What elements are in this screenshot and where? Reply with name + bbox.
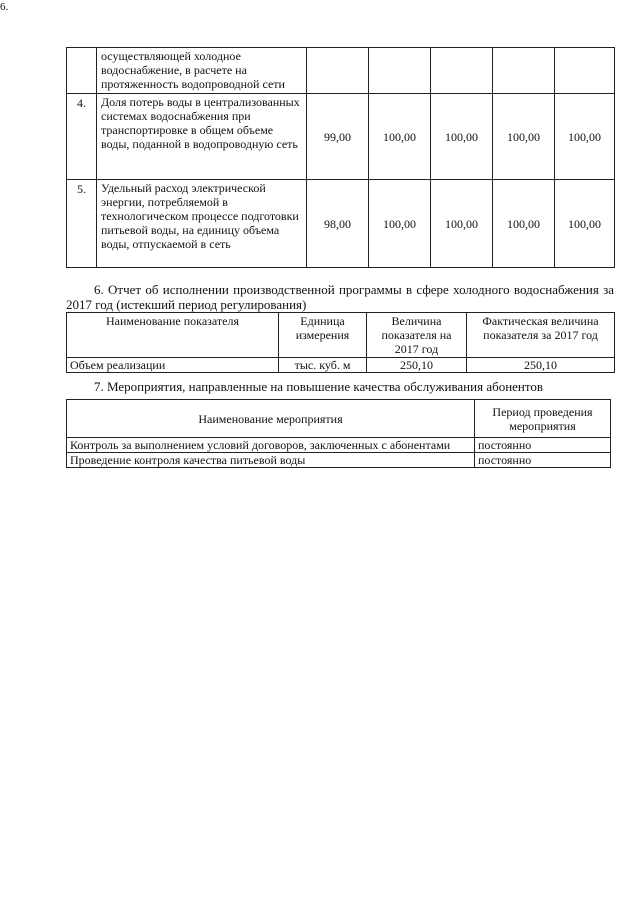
indicator-name: Объем реализации [67,358,279,373]
indicator-description: Удельный расход электрической энергии, потребляемой в технологическом процессе подготовки питьевой воды, на единицу объема воды, отпускаемой в сеть [97,180,307,268]
column-header: Наименование показателя [67,313,279,358]
measures-table [66,399,611,468]
measure-period: постоянно [475,453,611,468]
row-number: 5. [67,180,97,268]
column-header: Величина показателя на 2017 год [367,313,467,358]
table-header-row [67,400,611,438]
corner-mark: 6. [0,1,9,13]
indicator-value: 100,00 [493,180,555,268]
column-header: Фактическая величина показателя за 2017 год [467,313,615,358]
indicator-value: 100,00 [369,94,431,180]
table-row [67,48,615,94]
indicator-value: 100,00 [493,94,555,180]
measure-name: Проведение контроля качества питьевой воды [67,453,475,468]
actual-value: 250,10 [467,358,615,373]
production-report-table [66,312,615,373]
indicator-description: Доля потерь воды в централизованных системах водоснабжения при транспортировке в общем объеме воды, поданной в водопроводную сеть [97,94,307,180]
indicator-description: осуществляющей холодное водоснабжение, в расчете на протяженность водопроводной сети [97,48,307,94]
section-7-heading: 7. Мероприятия, направленные на повышение качества обслуживания абонентов [94,379,544,394]
table-row [67,180,615,268]
indicator-value [307,48,369,94]
table-row [67,94,615,180]
row-number: 4. [67,94,97,180]
indicator-value: 100,00 [431,94,493,180]
indicator-value: 100,00 [369,180,431,268]
table-row [67,438,611,453]
unit: тыс. куб. м [279,358,367,373]
indicators-table [66,47,615,268]
indicator-value [369,48,431,94]
table-row [67,453,611,468]
indicator-value: 99,00 [307,94,369,180]
measure-name: Контроль за выполнением условий договоров, заключенных с абонентами [67,438,475,453]
indicator-value: 98,00 [307,180,369,268]
planned-value: 250,10 [367,358,467,373]
indicator-value [555,48,615,94]
table-row [67,358,615,373]
row-number [67,48,97,94]
indicator-value [493,48,555,94]
indicator-value [431,48,493,94]
section-6-heading: 6. Отчет об исполнении производственной программы в сфере холодного водоснабжения за 2017 год (истекший период регулирования) [66,282,614,312]
measure-period: постоянно [475,438,611,453]
indicator-value: 100,00 [555,94,615,180]
indicator-value: 100,00 [431,180,493,268]
column-header: Период проведения мероприятия [475,400,611,438]
table-header-row [67,313,615,358]
column-header: Единица измерения [279,313,367,358]
column-header: Наименование мероприятия [67,400,475,438]
indicator-value: 100,00 [555,180,615,268]
